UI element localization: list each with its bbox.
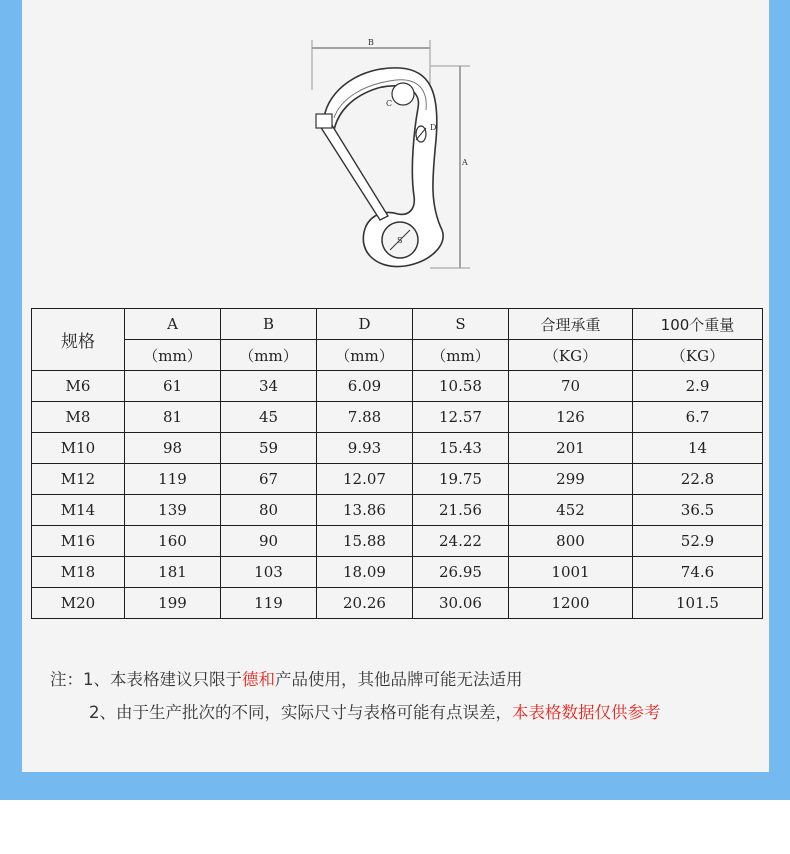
- cell-a: 61: [125, 371, 221, 402]
- label-s: S: [397, 236, 403, 245]
- note-1-suffix: 产品使用，其他品牌可能无法适用: [275, 670, 523, 689]
- label-b: B: [368, 38, 374, 47]
- reference-only-note: 本表格数据仅供参考: [512, 703, 661, 722]
- note-2-prefix: 2、由于生产批次的不同，实际尺寸与表格可能有点误差，: [89, 703, 512, 722]
- cell-load: 201: [509, 433, 633, 464]
- cell-load: 1001: [509, 557, 633, 588]
- header-s: S: [413, 309, 509, 340]
- cell-b: 67: [221, 464, 317, 495]
- cell-spec: M14: [32, 495, 125, 526]
- cell-a: 98: [125, 433, 221, 464]
- table-unit-row: [32, 340, 763, 371]
- unit-s: （mm）: [413, 340, 509, 371]
- cell-d: 15.88: [317, 526, 413, 557]
- cell-spec: M16: [32, 526, 125, 557]
- cell-s: 19.75: [413, 464, 509, 495]
- unit-weight: （KG）: [633, 340, 763, 371]
- cell-d: 13.86: [317, 495, 413, 526]
- header-a: A: [125, 309, 221, 340]
- cell-spec: M12: [32, 464, 125, 495]
- spec-table: [31, 308, 763, 619]
- header-weight: 100个重量: [633, 309, 763, 340]
- unit-load: （KG）: [509, 340, 633, 371]
- cell-load: 800: [509, 526, 633, 557]
- cell-b: 59: [221, 433, 317, 464]
- carabiner-diagram: [290, 30, 490, 280]
- label-a: A: [462, 158, 468, 167]
- note-line-2: [89, 699, 661, 723]
- table-row: [32, 371, 763, 402]
- table-row: [32, 526, 763, 557]
- cell-d: 6.09: [317, 371, 413, 402]
- header-load: 合理承重: [509, 309, 633, 340]
- unit-d: （mm）: [317, 340, 413, 371]
- cell-spec: M8: [32, 402, 125, 433]
- header-d: D: [317, 309, 413, 340]
- cell-weight: 52.9: [633, 526, 763, 557]
- cell-weight: 14: [633, 433, 763, 464]
- note-line-1: [50, 666, 523, 690]
- table-row: [32, 588, 763, 619]
- cell-s: 21.56: [413, 495, 509, 526]
- cell-load: 126: [509, 402, 633, 433]
- cell-b: 34: [221, 371, 317, 402]
- cell-a: 181: [125, 557, 221, 588]
- note-1-prefix: 注：1、本表格建议只限于: [50, 670, 242, 689]
- cell-d: 20.26: [317, 588, 413, 619]
- cell-spec: M10: [32, 433, 125, 464]
- cell-b: 103: [221, 557, 317, 588]
- unit-a: （mm）: [125, 340, 221, 371]
- cell-a: 81: [125, 402, 221, 433]
- unit-b: （mm）: [221, 340, 317, 371]
- cell-weight: 22.8: [633, 464, 763, 495]
- table-row: [32, 402, 763, 433]
- table-row: [32, 433, 763, 464]
- cell-spec: M20: [32, 588, 125, 619]
- cell-b: 119: [221, 588, 317, 619]
- cell-weight: 6.7: [633, 402, 763, 433]
- cell-load: 70: [509, 371, 633, 402]
- cell-s: 15.43: [413, 433, 509, 464]
- cell-weight: 2.9: [633, 371, 763, 402]
- cell-d: 12.07: [317, 464, 413, 495]
- gate-outline: [320, 122, 388, 220]
- gate-opening-circle: [392, 83, 414, 105]
- cell-s: 12.57: [413, 402, 509, 433]
- cell-weight: 101.5: [633, 588, 763, 619]
- table-row: [32, 557, 763, 588]
- cell-spec: M18: [32, 557, 125, 588]
- cell-spec: M6: [32, 371, 125, 402]
- cell-s: 10.58: [413, 371, 509, 402]
- table-header-row: [32, 309, 763, 340]
- cell-a: 119: [125, 464, 221, 495]
- cell-b: 90: [221, 526, 317, 557]
- cell-load: 1200: [509, 588, 633, 619]
- cell-weight: 36.5: [633, 495, 763, 526]
- cell-a: 139: [125, 495, 221, 526]
- cell-load: 452: [509, 495, 633, 526]
- cell-weight: 74.6: [633, 557, 763, 588]
- cell-d: 9.93: [317, 433, 413, 464]
- cell-a: 160: [125, 526, 221, 557]
- cell-load: 299: [509, 464, 633, 495]
- cell-s: 30.06: [413, 588, 509, 619]
- header-spec: 规格: [32, 309, 125, 371]
- cell-a: 199: [125, 588, 221, 619]
- table-row: [32, 464, 763, 495]
- cell-b: 80: [221, 495, 317, 526]
- cell-s: 26.95: [413, 557, 509, 588]
- table-row: [32, 495, 763, 526]
- label-d: D: [430, 123, 437, 132]
- brand-name: 德和: [242, 670, 275, 689]
- cell-d: 7.88: [317, 402, 413, 433]
- cell-b: 45: [221, 402, 317, 433]
- cell-s: 24.22: [413, 526, 509, 557]
- header-b: B: [221, 309, 317, 340]
- label-c: C: [386, 99, 393, 108]
- cell-d: 18.09: [317, 557, 413, 588]
